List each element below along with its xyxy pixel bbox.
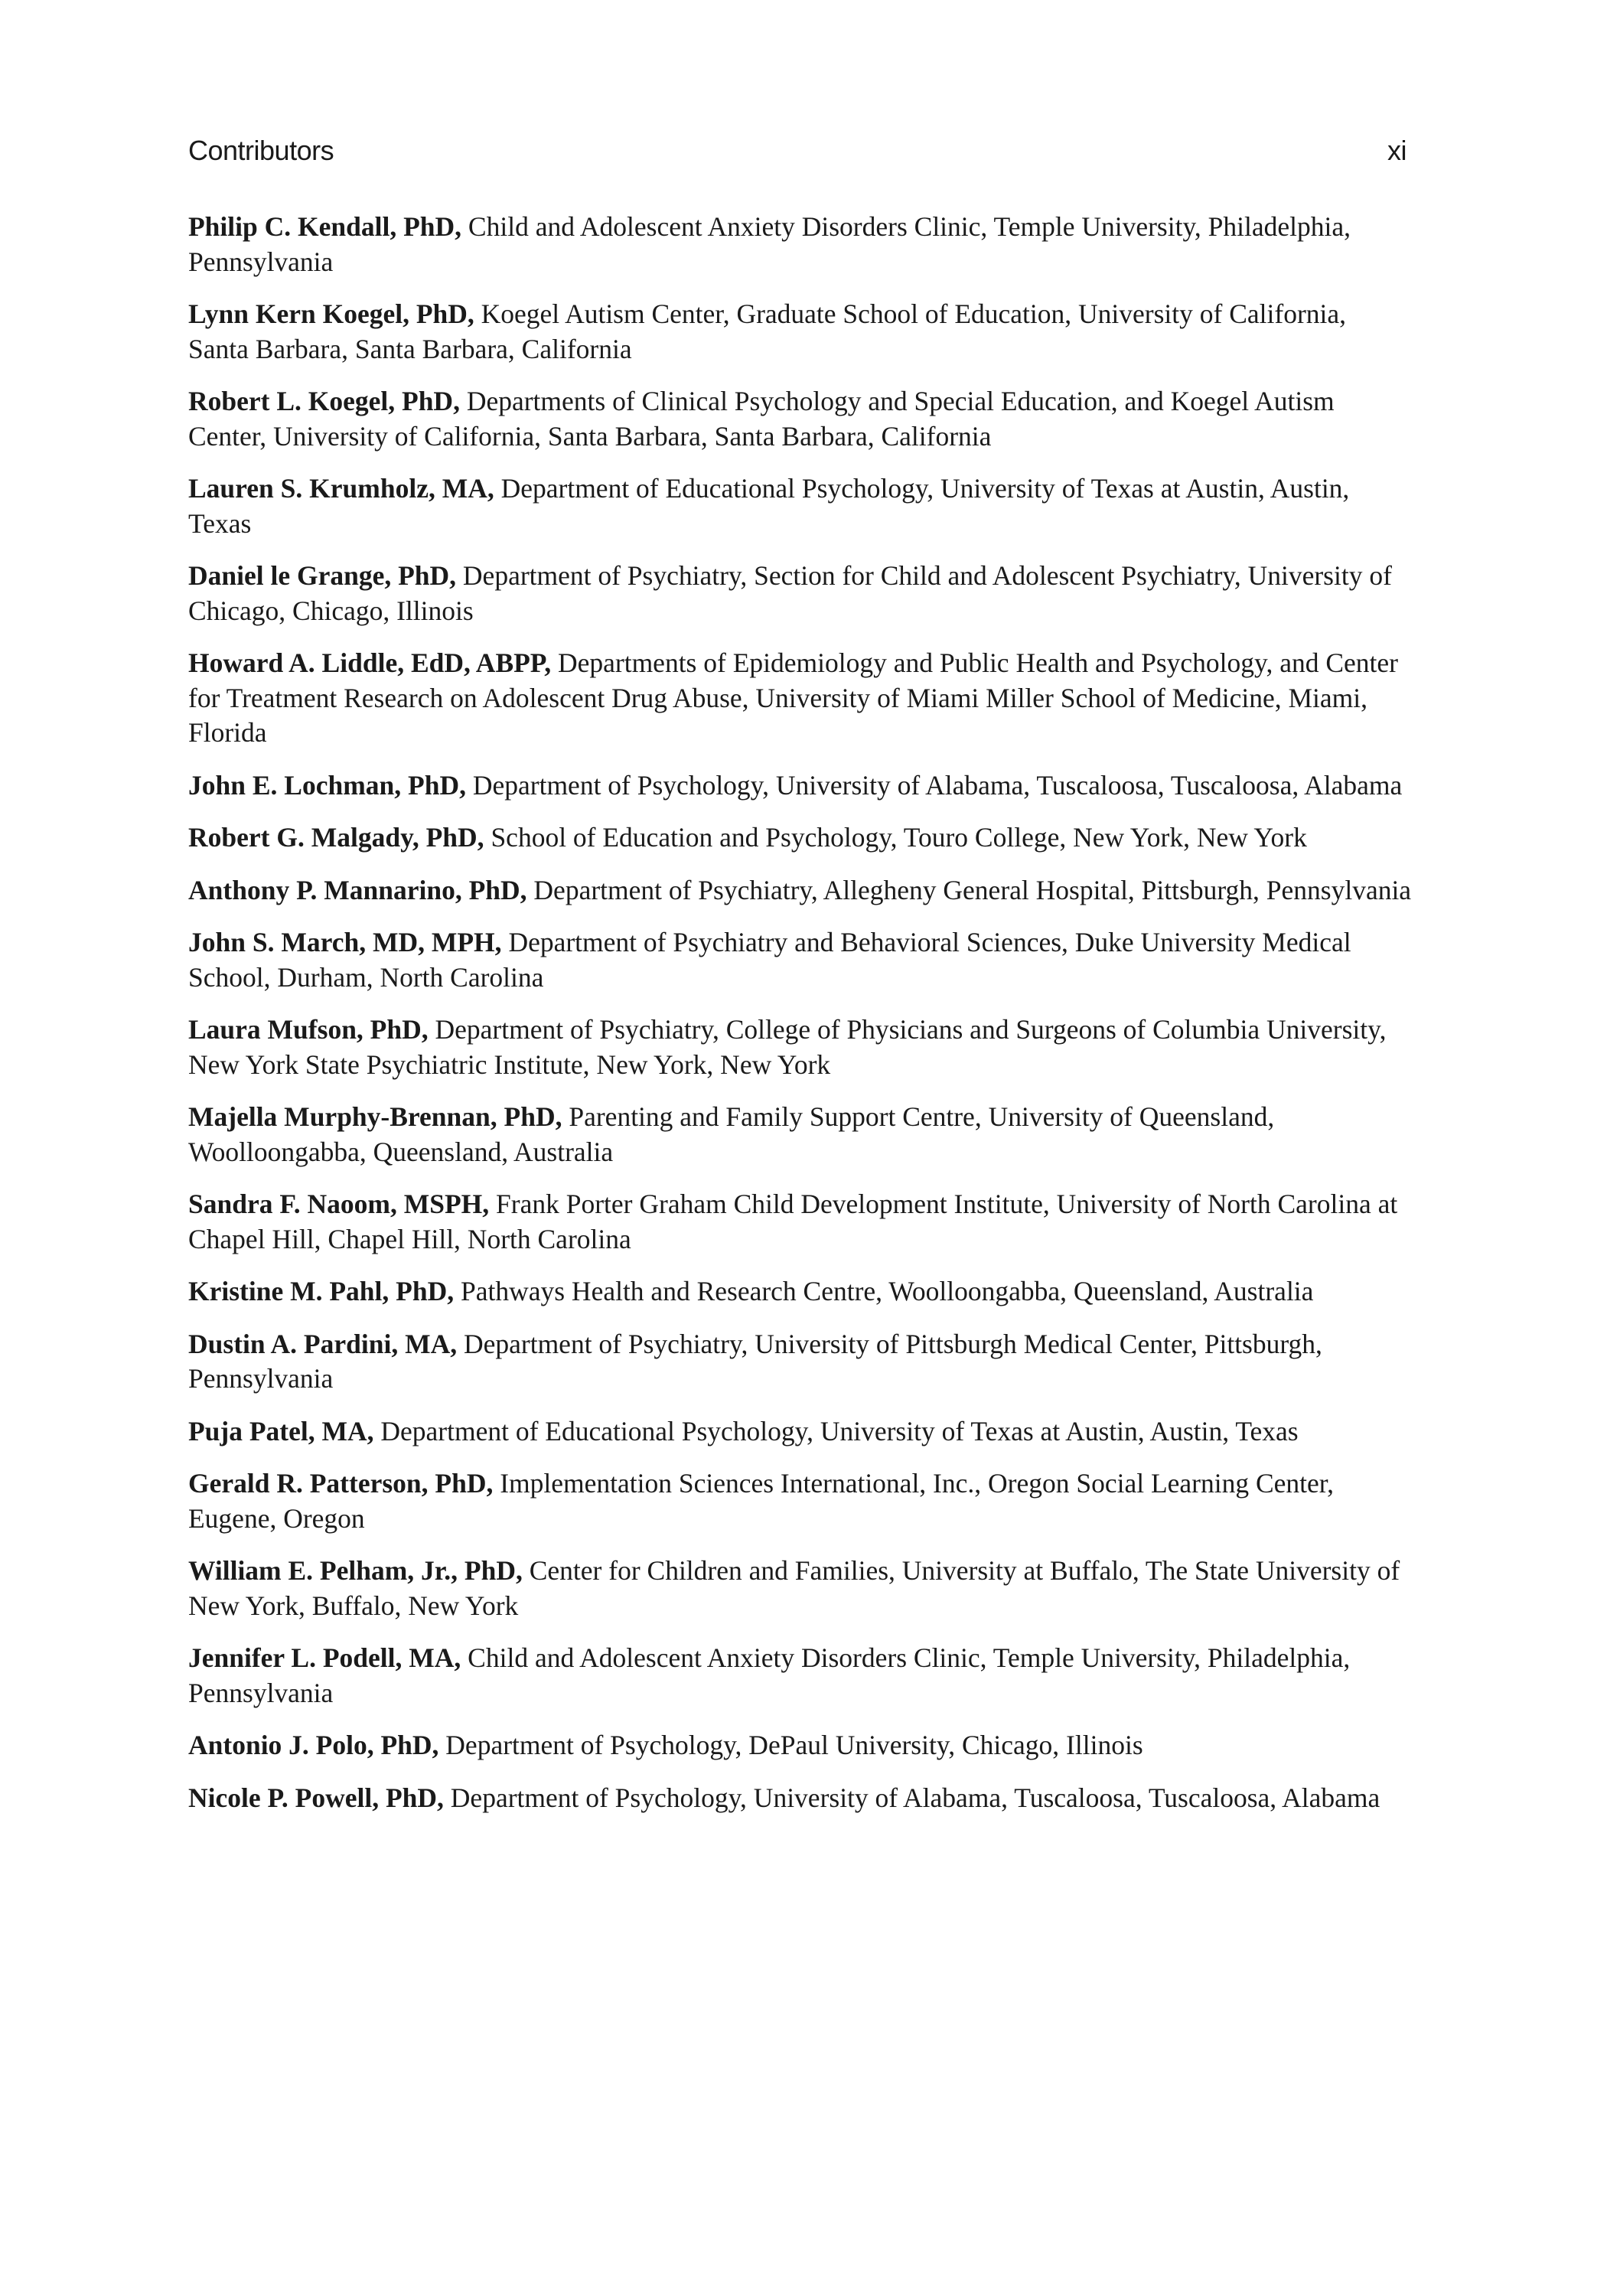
contributor-entry: [188, 559, 1413, 628]
contributor-entry: [188, 768, 1413, 804]
contributor-affiliation: Parenting and Family Support Centre, University of Queensland, Woolloongabba, Queensland, Australia: [188, 1101, 1275, 1167]
contributor-name: Jennifer L. Podell, MA,: [188, 1642, 461, 1673]
contributor-affiliation: Implementation Sciences International, Inc., Oregon Social Learning Center, Eugene, Oregon: [188, 1468, 1335, 1534]
contributor-affiliation: Department of Psychiatry, College of Physicians and Surgeons of Columbia University, New York State Psychiatric Institute, New York, New York: [188, 1014, 1387, 1080]
contributor-name: Lynn Kern Koegel, PhD,: [188, 298, 474, 329]
contributor-entry: [188, 1466, 1413, 1536]
contributor-name: Gerald R. Patterson, PhD,: [188, 1468, 494, 1499]
contributor-entry: [188, 1728, 1413, 1763]
contributor-affiliation: Department of Psychology, University of Alabama, Tuscaloosa, Tuscaloosa, Alabama: [450, 1782, 1380, 1813]
running-head: [188, 135, 1413, 178]
contributor-name: Anthony P. Mannarino, PhD,: [188, 874, 527, 905]
contributor-name: Daniel le Grange, PhD,: [188, 560, 457, 591]
contributor-name: John S. March, MD, MPH,: [188, 927, 502, 957]
contributor-entry: [188, 297, 1413, 367]
contributor-affiliation: Frank Porter Graham Child Development Institute, University of North Carolina at Chapel Hill, Chapel Hill, North Carolina: [188, 1189, 1398, 1254]
section-title: Contributors: [188, 135, 334, 166]
contributor-name: Howard A. Liddle, EdD, ABPP,: [188, 647, 552, 678]
page-number: xi: [1387, 135, 1407, 166]
contributor-name: Nicole P. Powell, PhD,: [188, 1782, 444, 1813]
contributor-entry: [188, 1013, 1413, 1082]
contributor-entry: [188, 471, 1413, 541]
contributor-entry: [188, 1414, 1413, 1450]
contributor-name: John E. Lochman, PhD,: [188, 769, 466, 801]
contributor-affiliation: Center for Children and Families, University at Buffalo, The State University of New York, Buffalo, New York: [188, 1555, 1400, 1621]
contributor-affiliation: Department of Psychology, University of Alabama, Tuscaloosa, Tuscaloosa, Alabama: [472, 769, 1403, 801]
contributor-affiliation: Pathways Health and Research Centre, Woolloongabba, Queensland, Australia: [460, 1276, 1314, 1306]
contributor-name: Dustin A. Pardini, MA,: [188, 1328, 458, 1359]
contributor-affiliation: Department of Psychiatry, University of Pittsburgh Medical Center, Pittsburgh, Pennsylvania: [188, 1328, 1322, 1394]
contributor-name: Majella Murphy-Brennan, PhD,: [188, 1101, 562, 1132]
contributor-name: Puja Patel, MA,: [188, 1415, 374, 1446]
contributor-entry: [188, 384, 1413, 454]
contributor-affiliation: Child and Adolescent Anxiety Disorders Clinic, Temple University, Philadelphia, Pennsylvania: [188, 211, 1351, 277]
contributor-affiliation: Department of Psychology, DePaul University, Chicago, Illinois: [445, 1730, 1143, 1760]
contributor-name: Philip C. Kendall, PhD,: [188, 211, 462, 242]
contributor-affiliation: Departments of Clinical Psychology and Special Education, and Koegel Autism Center, University of California, Santa Barbara, Santa Barbara, California: [188, 386, 1335, 452]
contributor-name: William E. Pelham, Jr., PhD,: [188, 1555, 523, 1586]
contributor-list: [188, 210, 1413, 1815]
contributor-entry: [188, 1274, 1413, 1309]
contributor-entry: [188, 873, 1413, 908]
contributor-affiliation: Department of Psychiatry, Section for Child and Adolescent Psychiatry, University of Chicago, Chicago, Illinois: [188, 560, 1392, 626]
document-page: [188, 135, 1413, 1833]
contributor-entry: [188, 1100, 1413, 1169]
contributor-name: Laura Mufson, PhD,: [188, 1014, 429, 1045]
contributor-entry: [188, 646, 1413, 751]
contributor-affiliation: Department of Psychiatry and Behavioral Sciences, Duke University Medical School, Durham, North Carolina: [188, 927, 1351, 993]
contributor-entry: [188, 1781, 1413, 1816]
contributor-affiliation: School of Education and Psychology, Touro College, New York, New York: [491, 822, 1307, 853]
contributor-name: Robert G. Malgady, PhD,: [188, 822, 484, 853]
contributor-entry: [188, 820, 1413, 856]
contributor-name: Kristine M. Pahl, PhD,: [188, 1276, 455, 1306]
contributor-affiliation: Departments of Epidemiology and Public Health and Psychology, and Center for Treatment Research on Adolescent Drug Abuse, University of Miami Miller School of Medicine, Miami, Florida: [188, 647, 1398, 748]
contributor-affiliation: Department of Educational Psychology, University of Texas at Austin, Austin, Texas: [188, 473, 1350, 539]
contributor-affiliation: Koegel Autism Center, Graduate School of Education, University of California, Santa Barbara, Santa Barbara, California: [188, 298, 1347, 364]
contributor-entry: [188, 1554, 1413, 1623]
contributor-affiliation: Child and Adolescent Anxiety Disorders Clinic, Temple University, Philadelphia, Pennsylvania: [188, 1642, 1351, 1708]
contributor-entry: [188, 1327, 1413, 1397]
contributor-entry: [188, 1641, 1413, 1711]
contributor-entry: [188, 925, 1413, 995]
contributor-name: Lauren S. Krumholz, MA,: [188, 473, 494, 504]
contributor-entry: [188, 210, 1413, 279]
contributor-name: Robert L. Koegel, PhD,: [188, 386, 460, 416]
contributor-affiliation: Department of Psychiatry, Allegheny General Hospital, Pittsburgh, Pennsylvania: [533, 874, 1412, 905]
contributor-name: Antonio J. Polo, PhD,: [188, 1730, 439, 1760]
contributor-name: Sandra F. Naoom, MSPH,: [188, 1189, 490, 1219]
contributor-affiliation: Department of Educational Psychology, University of Texas at Austin, Austin, Texas: [380, 1415, 1299, 1446]
contributor-entry: [188, 1187, 1413, 1257]
